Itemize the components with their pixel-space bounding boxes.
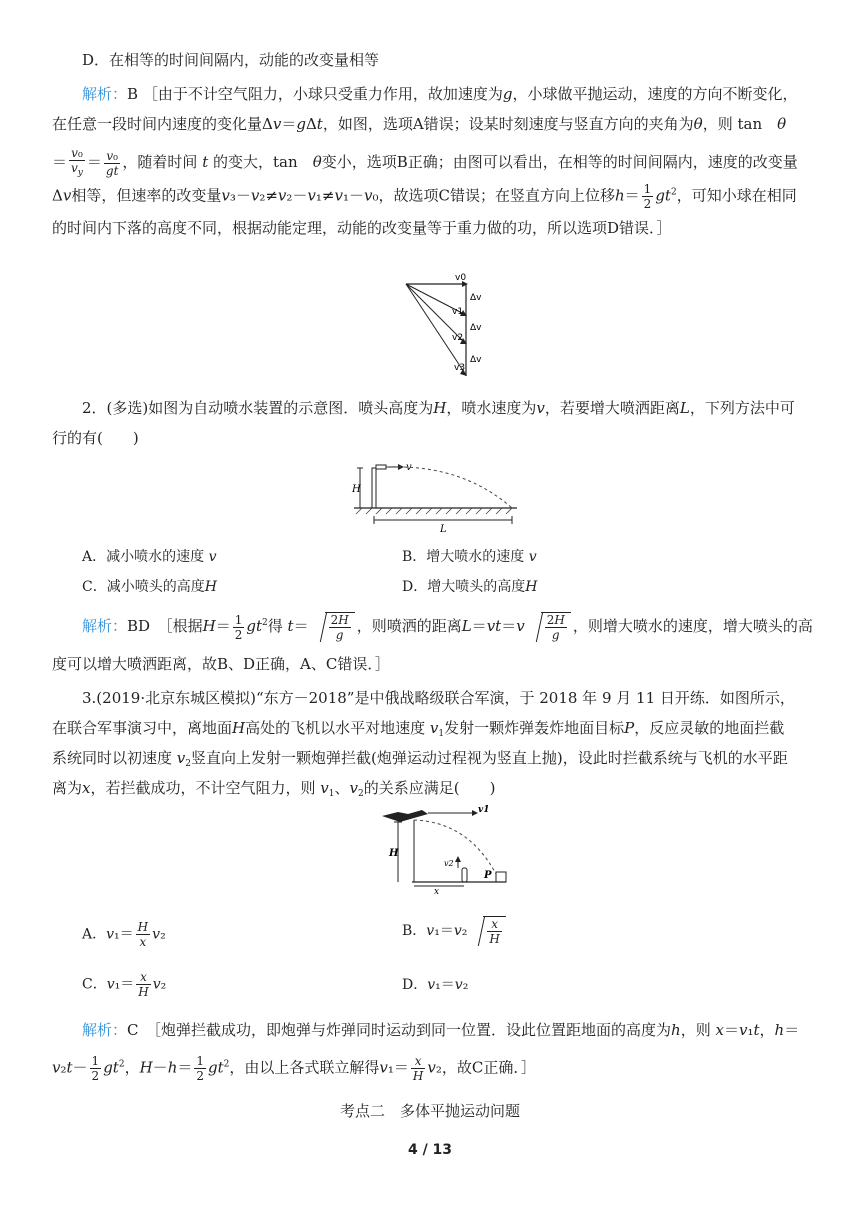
q2-option-d: D．增大喷头的高度H (402, 579, 538, 595)
v2-label: v2 (452, 333, 464, 343)
h-label: H (352, 484, 361, 495)
dv-label-3: Δv (470, 355, 482, 365)
q2-option-c: C．减小喷头的高度H (82, 579, 217, 595)
v1-label: v1 (452, 307, 464, 317)
v1-label: v1 (478, 805, 490, 815)
q3-analysis-line1: 解析：C ［炮弹拦截成功，即炮弹与炸弹同时运动到同一位置．设此位置距地面的高度为h，则 x＝v₁t，h＝ (82, 1021, 800, 1039)
v-label: v (406, 462, 412, 473)
q3-stem-line1: 3.(2019·北京东城区模拟)“东方－2018”是中俄战略级联合军演，于 2018 年 9 月 11 日开练．如图所示， (82, 689, 795, 707)
q1-analysis-line1: 解析：B ［由于不计空气阻力，小球只受重力作用，故加速度为g，小球做平抛运动，速度的方向不断变化， (82, 85, 798, 103)
q3-stem-line2: 在联合军事演习中，离地面H高处的飞机以水平对地速度 $v_1$发射一颗炸弹轰炸地面目标P，反应灵敏的地面拦截 (52, 719, 785, 739)
v0-label: v0 (455, 273, 467, 283)
dv-label-2: Δv (470, 323, 482, 333)
option-d-text: D．在相等的时间间隔内，动能的改变量相等 (82, 51, 380, 69)
q3-option-d: D．v₁＝v₂ (402, 977, 469, 993)
q1-analysis-line4: Δv相等，但速率的改变量v₃－v₂≠v₂－v₁≠v₁－v₀，故选项C错误；在竖直方向上位移h＝ $\frac{1}{2}$ $gt^2$，可知小球在相同 (52, 182, 797, 211)
x-label: x (434, 887, 440, 897)
velocity-diagram (400, 270, 490, 390)
l-label: L (440, 524, 447, 535)
q3-stem-line3: 系统同时以初速度 $v_2$竖直向上发射一颗炮弹拦截(炮弹运动过程视为竖直上抛)，设此时拦截系统与飞机的水平距 (52, 749, 788, 769)
q3-analysis-line2: v₂t－ $\frac{1}{2}$ $gt^2$，H－h＝ $\frac{1}{2}$ $gt^2$，由以上各式联立解得v₁＝ $\frac{x}{H}$ v₂，故C正确．］ (52, 1054, 536, 1083)
q2-stem-line2: 行的有( ) (52, 429, 139, 447)
q3-stem-line4: 离为x，若拦截成功，不计空气阻力，则 $v_1$、$v_2$的关系应满足( ) (52, 779, 496, 799)
p-label: P (484, 870, 492, 881)
q2-option-b: B．增大喷水的速度 v (402, 549, 537, 565)
page-number: 4 / 13 (407, 1142, 453, 1158)
q1-analysis-line3: ＝ $\frac{\text{v₀}}{v_y}$ ＝ $\frac{\text{v₀}}{gt}$ ，随着时间 t 的变大，tan θ变小，选项B正确；由图可以看出，在相等的时间间隔内，速度的改变量 (52, 146, 798, 178)
section-heading: 考点二 多体平抛运动问题 (339, 1102, 520, 1120)
q1-analysis-line2: 在任意一段时间内速度的变化量Δv＝gΔt，如图，选项A错误；设某时刻速度与竖直方向的夹角为θ，则 tan θ (52, 115, 787, 133)
h-label: H (389, 848, 399, 859)
q2-analysis-line2: 度可以增大喷洒距离，故B、D正确，A、C错误．］ (52, 655, 390, 673)
q2-option-a: A．减小喷水的速度 v (82, 549, 217, 565)
q2-analysis-line1: 解析：BD ［根据H＝ $\frac{1}{2}$ $gt^2$得 t＝ $\frac{2H}{g}$ ，则喷洒的距离L＝vt＝v $\frac{2H}{g}$ ，则增大喷水的速度，增大喷头的高 (82, 612, 813, 642)
plane-intercept-diagram (378, 802, 510, 897)
q1-analysis-line5: 的时间内下落的高度不同，根据动能定理，动能的改变量等于重力做的功，所以选项D错误．］ (52, 219, 672, 237)
sprinkler-diagram (352, 458, 522, 536)
v2-label: v2 (444, 859, 454, 868)
target-icon (496, 872, 506, 882)
interceptor-icon (462, 868, 467, 882)
q3-option-b: B．v₁＝v₂ $\frac{x}{H}$ (402, 916, 508, 946)
q3-option-a: A．v₁＝ $\frac{H}{x}$ v₂ (82, 920, 166, 949)
dv-label-1: Δv (470, 293, 482, 303)
v3-label: v3 (454, 363, 466, 373)
q2-stem-line1: 2．(多选)如图为自动喷水装置的示意图．喷头高度为H，喷水速度为v，若要增大喷洒距离L，下列方法中可 (82, 399, 795, 417)
q3-option-c: C．v₁＝ $\frac{x}{H}$ v₂ (82, 970, 167, 999)
